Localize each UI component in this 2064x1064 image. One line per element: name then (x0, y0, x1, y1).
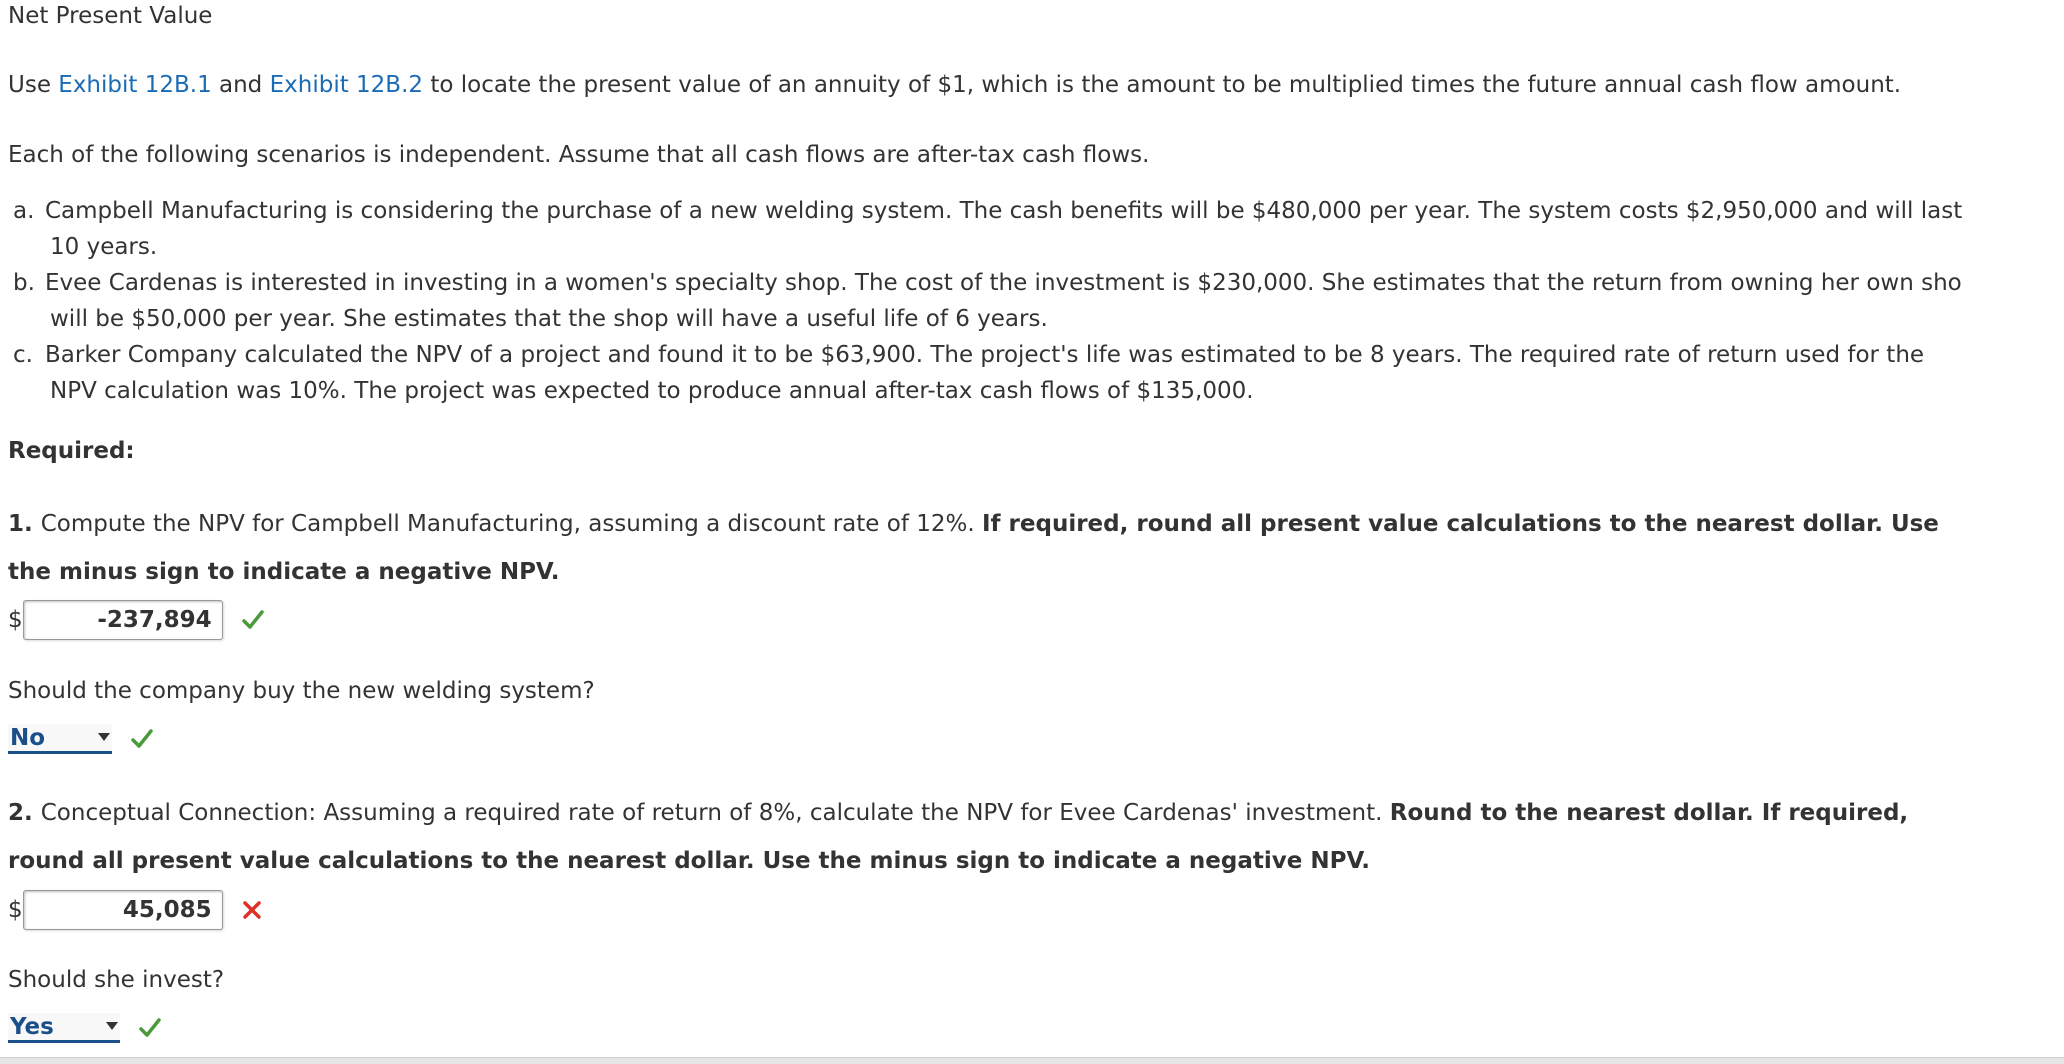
scenario-text-line1: Barker Company calculated the NPV of a project and found it to be $63,900. The project's life was estimated to be 8 years. The required rate of return used for the (45, 342, 1925, 368)
intro-prefix: Use (8, 72, 59, 98)
correct-check-icon (130, 727, 154, 751)
chevron-down-icon (98, 733, 110, 741)
question-number: 2. (8, 800, 33, 826)
question-1-select-row (8, 724, 154, 754)
select-value: Yes (10, 1013, 54, 1040)
scenario-text-line2: 10 years. (50, 234, 158, 260)
select-value: No (10, 724, 46, 751)
scenario-text-line1: Campbell Manufacturing is considering the purchase of a new welding system. The cash benefits will be $480,000 per year. The system costs $2,950,000 and will last (45, 198, 1963, 224)
exhibit-12b2-link[interactable]: Exhibit 12B.2 (269, 72, 424, 98)
correct-check-icon (138, 1016, 162, 1040)
question-text: Conceptual Connection: Assuming a required rate of return of 8%, calculate the NPV for Evee Cardenas' investment. (40, 800, 1383, 826)
question-1 (8, 500, 2056, 596)
npv-input-cardenas[interactable] (23, 890, 223, 930)
scenario-letter: a. (13, 198, 35, 224)
horizontal-scrollbar[interactable] (0, 1057, 2064, 1064)
correct-check-icon (241, 608, 265, 632)
scenario-letter: c. (13, 342, 33, 368)
intro-suffix: to locate the present value of an annuity of $1, which is the amount to be multiplied times the future annual cash flow amount. (423, 72, 1902, 98)
currency-symbol: $ (8, 897, 23, 923)
scenario-c (13, 337, 2053, 409)
question-number: 1. (8, 511, 33, 537)
should-invest-select[interactable] (8, 1013, 120, 1043)
question-instructions-line2: the minus sign to indicate a negative NPV. (8, 559, 560, 585)
scenario-letter: b. (13, 270, 35, 296)
incorrect-x-icon (241, 899, 263, 921)
intro-middle: and (211, 72, 270, 98)
question-1-answer-row (8, 598, 265, 642)
required-heading: Required: (8, 438, 135, 464)
question-2-select-row (8, 1013, 162, 1043)
exhibit-12b1-link[interactable]: Exhibit 12B.1 (58, 72, 212, 98)
question-instructions-line2: round all present value calculations to the nearest dollar. Use the minus sign to indicate a negative NPV. (8, 848, 1371, 874)
independent-note: Each of the following scenarios is independent. Assume that all cash flows are after-tax cash flows. (8, 142, 1150, 168)
scenario-text-line2: NPV calculation was 10%. The project was expected to produce annual after-tax cash flows of $135,000. (50, 378, 1254, 404)
currency-symbol: $ (8, 607, 23, 633)
question-1-followup: Should the company buy the new welding system? (8, 678, 595, 704)
question-2-followup: Should she invest? (8, 967, 225, 993)
page-title: Net Present Value (8, 3, 213, 29)
question-instructions-line1: If required, round all present value calculations to the nearest dollar. Use (981, 511, 1939, 537)
question-2-answer-row (8, 888, 263, 932)
scenario-b (13, 265, 2053, 337)
intro-text (8, 72, 1901, 98)
question-instructions-line1: Round to the nearest dollar. If required, (1389, 800, 1909, 826)
scenario-a (13, 193, 2053, 265)
chevron-down-icon (106, 1022, 118, 1030)
scenario-text-line1: Evee Cardenas is interested in investing in a women's specialty shop. The cost of the investment is $230,000. She estimates that the return from owning her own sho (45, 270, 1962, 296)
buy-welding-system-select[interactable] (8, 724, 112, 754)
npv-input-campbell[interactable] (23, 600, 223, 640)
question-2 (8, 789, 2056, 885)
question-text: Compute the NPV for Campbell Manufacturing, assuming a discount rate of 12%. (40, 511, 975, 537)
scenario-text-line2: will be $50,000 per year. She estimates that the shop will have a useful life of 6 years. (50, 306, 1048, 332)
